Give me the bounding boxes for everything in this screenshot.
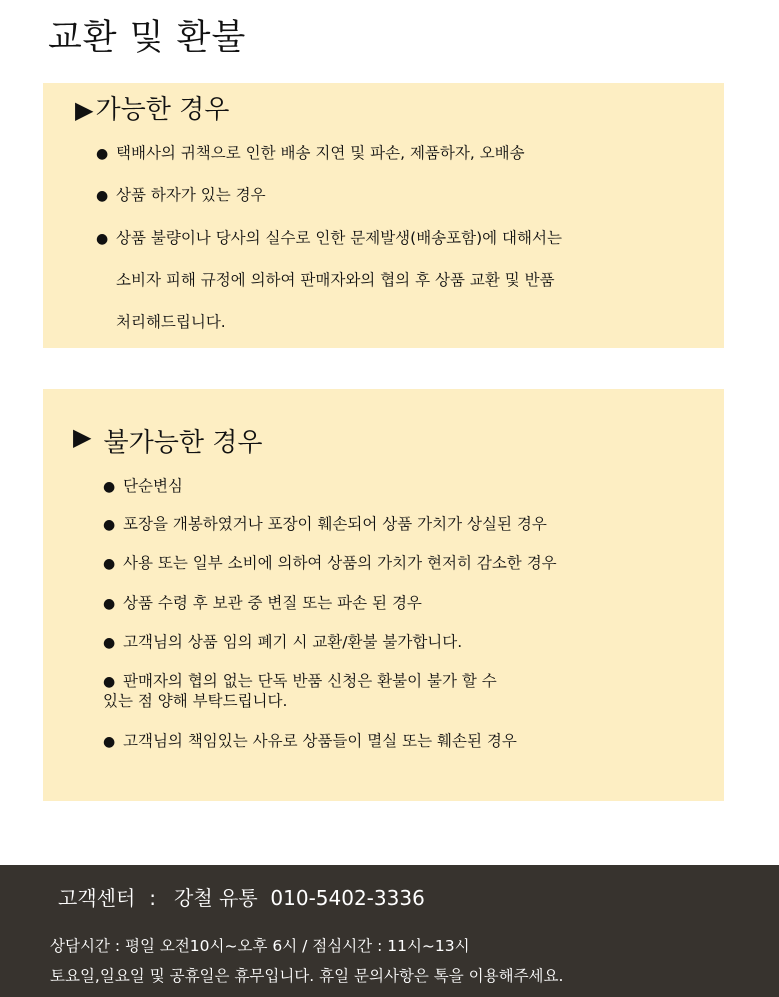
impossible-cases-box	[43, 389, 724, 801]
company-name: 강철 유통	[174, 886, 258, 910]
bullet-icon: ●	[96, 188, 109, 204]
triangle-right-icon: ▶	[75, 96, 94, 124]
customer-center-line	[58, 882, 425, 911]
holiday-notice: 토요일,일요일 및 공휴일은 휴무입니다. 휴일 문의사항은 톡을 이용해주세요.	[50, 967, 564, 985]
consultation-hours: 상담시간 : 평일 오전10시~오후 6시 / 점심시간 : 11시~13시	[50, 937, 470, 955]
list-item: ● 단순변심	[103, 475, 183, 498]
page-title: 교환 및 환불	[48, 18, 247, 58]
list-item: ● 사용 또는 일부 소비에 의하여 상품의 가치가 현저히 감소한 경우	[103, 552, 557, 575]
bullet-icon: ●	[103, 674, 116, 690]
bullet-icon: ●	[103, 596, 116, 612]
bullet-icon: ●	[96, 146, 109, 162]
bullet-icon: ●	[103, 517, 116, 533]
separator: :	[149, 886, 157, 910]
customer-center-label: 고객센터	[58, 886, 136, 910]
footer-customer-center	[0, 865, 779, 997]
list-item: ● 포장을 개봉하였거나 포장이 훼손되어 상품 가치가 상실된 경우	[103, 513, 547, 536]
bullet-icon: ●	[103, 479, 116, 495]
list-item-continuation: 있는 점 양해 부탁드립니다.	[103, 692, 288, 710]
phone-number: 010-5402-3336	[270, 886, 425, 910]
list-item-continuation: 소비자 피해 규정에 의하여 판매자와의 협의 후 상품 교환 및 반품	[116, 271, 555, 289]
list-item: ● 택배사의 귀책으로 인한 배송 지연 및 파손, 제품하자, 오배송	[96, 142, 525, 165]
list-item: ● 고객님의 상품 임의 폐기 시 교환/환불 불가합니다.	[103, 631, 462, 654]
possible-cases-box	[43, 83, 724, 348]
possible-cases-heading: ▶가능한 경우	[75, 95, 230, 125]
list-item: ● 판매자의 협의 없는 단독 반품 신청은 환불이 불가 할 수	[103, 670, 497, 693]
bullet-icon: ●	[103, 635, 116, 651]
list-item: ● 상품 하자가 있는 경우	[96, 184, 266, 207]
triangle-right-icon: ▶	[73, 423, 92, 451]
impossible-cases-heading: ▶ 불가능한 경우	[73, 423, 263, 458]
bullet-icon: ●	[96, 231, 109, 247]
list-item-continuation: 처리해드립니다.	[116, 313, 226, 331]
bullet-icon: ●	[103, 556, 116, 572]
bullet-icon: ●	[103, 734, 116, 750]
list-item: ● 상품 수령 후 보관 중 변질 또는 파손 된 경우	[103, 592, 422, 615]
list-item: ● 고객님의 책임있는 사유로 상품들이 멸실 또는 훼손된 경우	[103, 730, 517, 753]
list-item: ● 상품 불량이나 당사의 실수로 인한 문제발생(배송포함)에 대해서는	[96, 227, 562, 250]
